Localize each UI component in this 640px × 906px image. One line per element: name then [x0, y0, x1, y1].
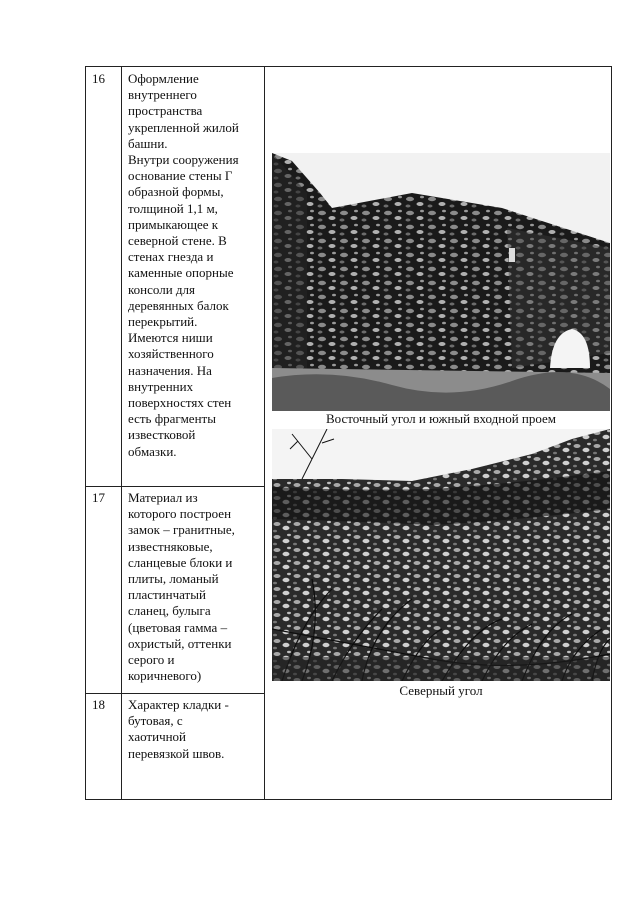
- row-divider-17-18: [86, 693, 264, 694]
- photo-east-corner: [272, 153, 610, 411]
- row-text-17: Материал из которого построен замок – гранитные, известняковые, сланцевые блоки и плиты, ломаный пластинчатый сланец, булыга (цветовая гамма – охристый, оттенки серого и коричневого): [128, 490, 235, 684]
- column-divider-num: [121, 67, 122, 799]
- heritage-table: [85, 66, 612, 800]
- row-number-17: 17: [92, 490, 105, 505]
- column-divider-photo: [264, 67, 265, 799]
- row-text-16: Оформление внутреннего пространства укрепленной жилой башни. Внутри сооружения основание стены Г образной формы, толщиной 1,1 м, примыкающее к северной стене. В стенах гнезда и каменные опорные консоли для деревянных балок перекрытий. Имеются ниши хозяйственного назначения. На внутренних поверхностях стен есть фрагменты известковой обмазки.: [128, 71, 239, 459]
- photo-north-corner: [272, 429, 610, 681]
- caption-east-corner: Восточный угол и южный входной проем: [325, 411, 557, 426]
- row-text-18: Характер кладки - бутовая, с хаотичной перевязкой швов.: [128, 697, 229, 761]
- row-number-18: 18: [92, 697, 105, 712]
- caption-north-corner: Северный угол: [399, 683, 483, 698]
- row-divider-16-17: [86, 486, 264, 487]
- row-number-16: 16: [92, 71, 105, 86]
